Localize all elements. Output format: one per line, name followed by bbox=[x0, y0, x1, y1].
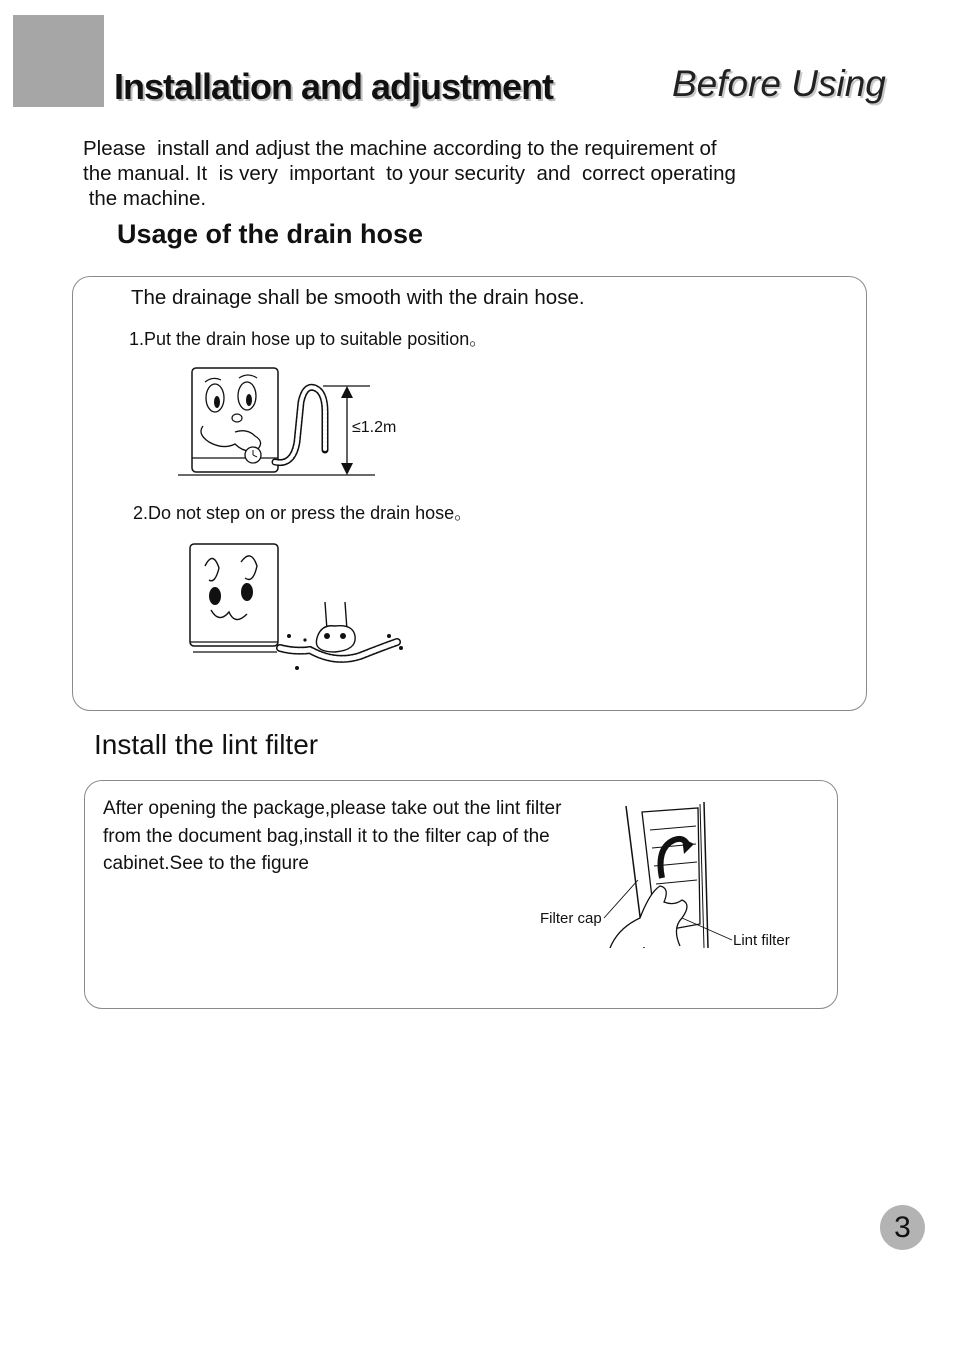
lint-filter-instructions bbox=[103, 795, 613, 878]
filter-cap-label: Filter cap bbox=[540, 910, 602, 927]
drain-hose-heading: Usage of the drain hose bbox=[117, 219, 424, 249]
drain-step-1: 1.Put the drain hose up to suitable position。 bbox=[129, 329, 488, 349]
lint-filter-illustration bbox=[600, 800, 720, 955]
intro-line: the machine. bbox=[83, 187, 207, 210]
hose-height-label: ≤1.2m bbox=[352, 419, 397, 436]
lint-text-line: from the document bag,install it to the filter cap of the bbox=[103, 825, 550, 847]
drain-step-2: 2.Do not step on or press the drain hose。 bbox=[133, 503, 473, 523]
lint-text-line: After opening the package,please take out the lint filter bbox=[103, 798, 562, 819]
stepping-on-hose-illustration bbox=[185, 540, 415, 680]
lint-filter-heading: Install the lint filter bbox=[94, 729, 319, 760]
drain-hose-lead: The drainage shall be smooth with the drain hose. bbox=[131, 286, 585, 309]
intro-line: Please install and adjust the machine according to the requirement of bbox=[83, 137, 717, 160]
section-tag: Before Using bbox=[672, 63, 886, 104]
header-corner-block bbox=[13, 15, 104, 107]
intro-paragraph bbox=[83, 136, 843, 211]
page-number-badge: 3 bbox=[880, 1205, 925, 1250]
page-title: Installation and adjustment bbox=[114, 66, 554, 107]
lint-filter-label: Lint filter bbox=[733, 932, 790, 949]
lint-text-line: cabinet.See to the figure bbox=[103, 853, 309, 874]
intro-line: the manual. It is very important to your security and correct operating bbox=[83, 162, 736, 185]
